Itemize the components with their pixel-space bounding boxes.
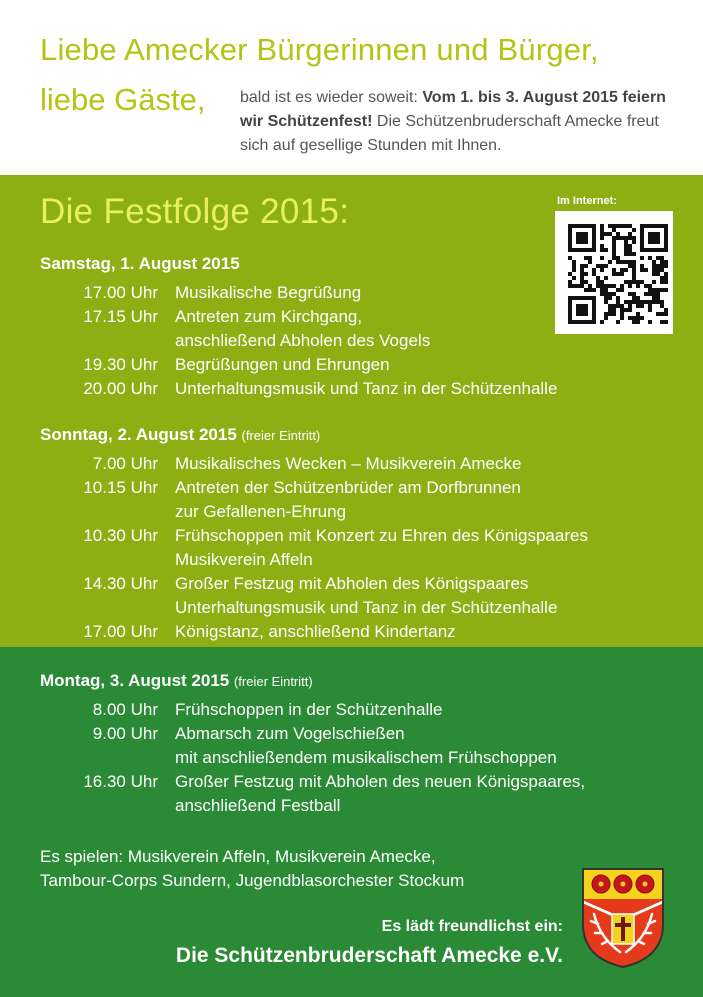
qr-module bbox=[596, 264, 600, 268]
schedule-row bbox=[0, 454, 703, 478]
qr-module bbox=[612, 252, 616, 256]
qr-module bbox=[620, 272, 624, 276]
qr-module bbox=[652, 264, 656, 268]
qr-module bbox=[580, 268, 584, 272]
qr-module bbox=[592, 272, 596, 276]
qr-module bbox=[624, 224, 628, 228]
qr-module bbox=[652, 260, 656, 264]
qr-module bbox=[608, 232, 612, 236]
qr-module bbox=[660, 260, 664, 264]
qr-module bbox=[652, 268, 656, 272]
qr-module bbox=[632, 272, 636, 276]
qr-module bbox=[660, 268, 664, 272]
event-time: 9.00 Uhr bbox=[92, 724, 158, 743]
day-note: (freier Eintritt) bbox=[241, 428, 321, 443]
event-text: Begrüßungen und Ehrungen bbox=[175, 355, 390, 374]
qr-module bbox=[628, 232, 632, 236]
day-label: Montag, 3. August 2015 bbox=[40, 671, 230, 690]
qr-module bbox=[600, 248, 604, 252]
greeting-line-1: Liebe Amecker Bürgerinnen und Bürger, bbox=[40, 32, 599, 67]
qr-module bbox=[580, 264, 584, 268]
schedule-row bbox=[0, 772, 703, 796]
qr-module bbox=[612, 248, 616, 252]
qr-module bbox=[572, 260, 576, 264]
event-text: anschließend Abholen des Vogels bbox=[175, 331, 431, 350]
qr-module bbox=[664, 260, 668, 264]
event-text: Musikalisches Wecken – Musikverein Amecke bbox=[175, 454, 522, 473]
qr-module bbox=[620, 260, 624, 264]
qr-module bbox=[624, 236, 628, 240]
qr-module bbox=[640, 256, 644, 260]
day-label: Sonntag, 2. August 2015 bbox=[40, 425, 237, 444]
qr-module bbox=[616, 236, 620, 240]
qr-module bbox=[664, 264, 668, 268]
day-heading-saturday bbox=[40, 254, 240, 274]
schedule-row bbox=[0, 526, 703, 550]
qr-module bbox=[588, 260, 592, 264]
qr-module bbox=[628, 236, 632, 240]
qr-module bbox=[656, 272, 660, 276]
qr-module bbox=[628, 264, 632, 268]
qr-module bbox=[576, 232, 588, 244]
qr-module bbox=[580, 272, 584, 276]
qr-module bbox=[572, 276, 576, 280]
schedule-row-continued bbox=[0, 598, 703, 622]
schedule-row bbox=[0, 283, 703, 307]
schedule-row bbox=[0, 574, 703, 598]
qr-module bbox=[612, 228, 616, 232]
event-time: 10.15 Uhr bbox=[83, 478, 158, 497]
day-label: Samstag, 1. August 2015 bbox=[40, 254, 240, 273]
qr-module bbox=[624, 252, 628, 256]
qr-module bbox=[612, 244, 616, 248]
qr-module bbox=[640, 268, 644, 272]
intro-pre: bald ist es wieder soweit: bbox=[240, 89, 418, 106]
qr-module bbox=[600, 268, 604, 272]
qr-module bbox=[600, 224, 604, 228]
event-time: 17.15 Uhr bbox=[83, 307, 158, 326]
event-text: Großer Festzug mit Abholen des Königspaares bbox=[175, 574, 529, 593]
event-time: 17.00 Uhr bbox=[83, 622, 158, 641]
qr-module bbox=[580, 276, 584, 280]
qr-module bbox=[600, 264, 604, 268]
qr-module bbox=[620, 224, 624, 228]
schedule-row bbox=[0, 478, 703, 502]
qr-module bbox=[612, 236, 616, 240]
qr-module bbox=[632, 268, 636, 272]
intro-text bbox=[240, 86, 670, 158]
schedule-row-continued bbox=[0, 796, 703, 820]
schedule-row-continued bbox=[0, 748, 703, 772]
event-time: 16.30 Uhr bbox=[83, 772, 158, 791]
event-text: Königstanz, anschließend Kindertanz bbox=[175, 622, 456, 641]
qr-module bbox=[604, 248, 608, 252]
schedule-row-continued bbox=[0, 550, 703, 574]
qr-module bbox=[664, 276, 668, 280]
qr-module bbox=[612, 268, 616, 272]
qr-module bbox=[656, 264, 660, 268]
greeting-line-2: liebe Gäste, bbox=[40, 82, 206, 117]
schedule-row bbox=[0, 307, 703, 331]
event-text: Unterhaltungsmusik und Tanz in der Schützenhalle bbox=[175, 379, 558, 398]
qr-module bbox=[616, 224, 620, 228]
qr-module bbox=[572, 268, 576, 272]
qr-module bbox=[660, 276, 664, 280]
qr-module bbox=[612, 272, 616, 276]
bands-text bbox=[40, 845, 464, 893]
qr-module bbox=[584, 272, 588, 276]
qr-module bbox=[628, 244, 632, 248]
qr-module bbox=[632, 276, 636, 280]
intro-post: Die Schützenbruderschaft Amecke freut sich auf gesellige Stunden mit Ihnen. bbox=[240, 113, 659, 154]
event-time: 19.30 Uhr bbox=[83, 355, 158, 374]
qr-module bbox=[600, 256, 604, 260]
bands-line-2: Tambour-Corps Sundern, Jugendblasorchester Stockum bbox=[40, 871, 465, 890]
event-text: Antreten der Schützenbrüder am Dorfbrunnen bbox=[175, 478, 521, 497]
event-text: Abmarsch zum Vogelschießen bbox=[175, 724, 405, 743]
qr-module bbox=[624, 240, 628, 244]
schedule-row bbox=[0, 622, 703, 646]
qr-module bbox=[644, 268, 648, 272]
qr-module bbox=[584, 264, 588, 268]
schedule-row bbox=[0, 724, 703, 748]
qr-module bbox=[656, 256, 660, 260]
schedule-row-continued bbox=[0, 502, 703, 526]
qr-module bbox=[620, 236, 624, 240]
schedule-row bbox=[0, 355, 703, 379]
day-heading-monday bbox=[40, 671, 313, 691]
qr-module bbox=[600, 236, 604, 240]
qr-module bbox=[624, 244, 628, 248]
qr-module bbox=[616, 272, 620, 276]
qr-module bbox=[628, 260, 632, 264]
qr-module bbox=[584, 256, 588, 260]
event-text: anschließend Festball bbox=[175, 796, 341, 815]
qr-module bbox=[604, 232, 608, 236]
qr-module bbox=[632, 264, 636, 268]
qr-module bbox=[608, 260, 612, 264]
qr-module bbox=[600, 232, 604, 236]
qr-module bbox=[628, 224, 632, 228]
event-time: 14.30 Uhr bbox=[83, 574, 158, 593]
qr-module bbox=[632, 260, 636, 264]
qr-module bbox=[600, 228, 604, 232]
qr-module bbox=[608, 224, 612, 228]
qr-module bbox=[660, 264, 664, 268]
qr-module bbox=[628, 252, 632, 256]
qr-module bbox=[612, 240, 616, 244]
intro-bold: Vom 1. bis 3. August 2015 feiern wir Schützenfest! bbox=[240, 89, 666, 130]
event-text: Antreten zum Kirchgang, bbox=[175, 307, 363, 326]
event-text: mit anschließendem musikalischem Frühschoppen bbox=[175, 748, 557, 767]
event-time: 8.00 Uhr bbox=[92, 700, 158, 719]
organizer-name: Die Schützenbruderschaft Amecke e.V. bbox=[175, 944, 563, 967]
event-text: Frühschoppen mit Konzert zu Ehren des Königspaares bbox=[175, 526, 588, 545]
qr-module bbox=[632, 240, 636, 244]
qr-module bbox=[600, 244, 604, 248]
qr-module bbox=[616, 260, 620, 264]
event-text: zur Gefallenen-Ehrung bbox=[175, 502, 347, 521]
qr-module bbox=[656, 268, 660, 272]
qr-module bbox=[648, 256, 652, 260]
qr-module bbox=[596, 276, 600, 280]
event-text: Unterhaltungsmusik und Tanz in der Schützenhalle bbox=[175, 598, 558, 617]
qr-module bbox=[588, 256, 592, 260]
event-time: 17.00 Uhr bbox=[83, 283, 158, 302]
event-time: 20.00 Uhr bbox=[83, 379, 158, 398]
qr-module bbox=[620, 268, 624, 272]
qr-module bbox=[632, 252, 636, 256]
event-text: Frühschoppen in der Schützenhalle bbox=[175, 700, 443, 719]
festfolge-title: Die Festfolge 2015: bbox=[40, 192, 350, 231]
bands-line-1: Es spielen: Musikverein Affeln, Musikverein Amecke, bbox=[40, 847, 436, 866]
qr-module bbox=[616, 232, 620, 236]
event-text: Musikverein Affeln bbox=[175, 550, 313, 569]
qr-module bbox=[648, 232, 660, 244]
qr-module bbox=[632, 228, 636, 232]
qr-module bbox=[572, 264, 576, 268]
qr-module bbox=[568, 272, 572, 276]
qr-module bbox=[664, 272, 668, 276]
qr-caption: Im Internet: bbox=[557, 195, 617, 207]
qr-module bbox=[660, 256, 664, 260]
event-time: 10.30 Uhr bbox=[83, 526, 158, 545]
invite-text: Es lädt freundlichst ein: bbox=[381, 918, 563, 935]
schedule-row bbox=[0, 700, 703, 724]
qr-module bbox=[640, 264, 644, 268]
schedule-row-continued bbox=[0, 331, 703, 355]
day-heading-sunday bbox=[40, 425, 320, 445]
coat-of-arms-icon bbox=[580, 866, 666, 970]
event-text: Großer Festzug mit Abholen des neuen Königspaares, bbox=[175, 772, 586, 791]
event-text: Musikalische Begrüßung bbox=[175, 283, 362, 302]
qr-module bbox=[628, 248, 632, 252]
qr-module bbox=[612, 224, 616, 228]
header bbox=[0, 0, 703, 175]
qr-module bbox=[568, 256, 572, 260]
qr-module bbox=[624, 260, 628, 264]
qr-module bbox=[624, 248, 628, 252]
qr-module bbox=[592, 268, 596, 272]
qr-module bbox=[632, 236, 636, 240]
day-note: (freier Eintritt) bbox=[233, 674, 313, 689]
schedule-row bbox=[0, 379, 703, 403]
qr-module bbox=[612, 256, 616, 260]
qr-module bbox=[624, 268, 628, 272]
qr-module bbox=[604, 276, 608, 280]
qr-module bbox=[604, 264, 608, 268]
event-time: 7.00 Uhr bbox=[92, 454, 158, 473]
qr-module bbox=[616, 256, 620, 260]
qr-module bbox=[652, 272, 656, 276]
